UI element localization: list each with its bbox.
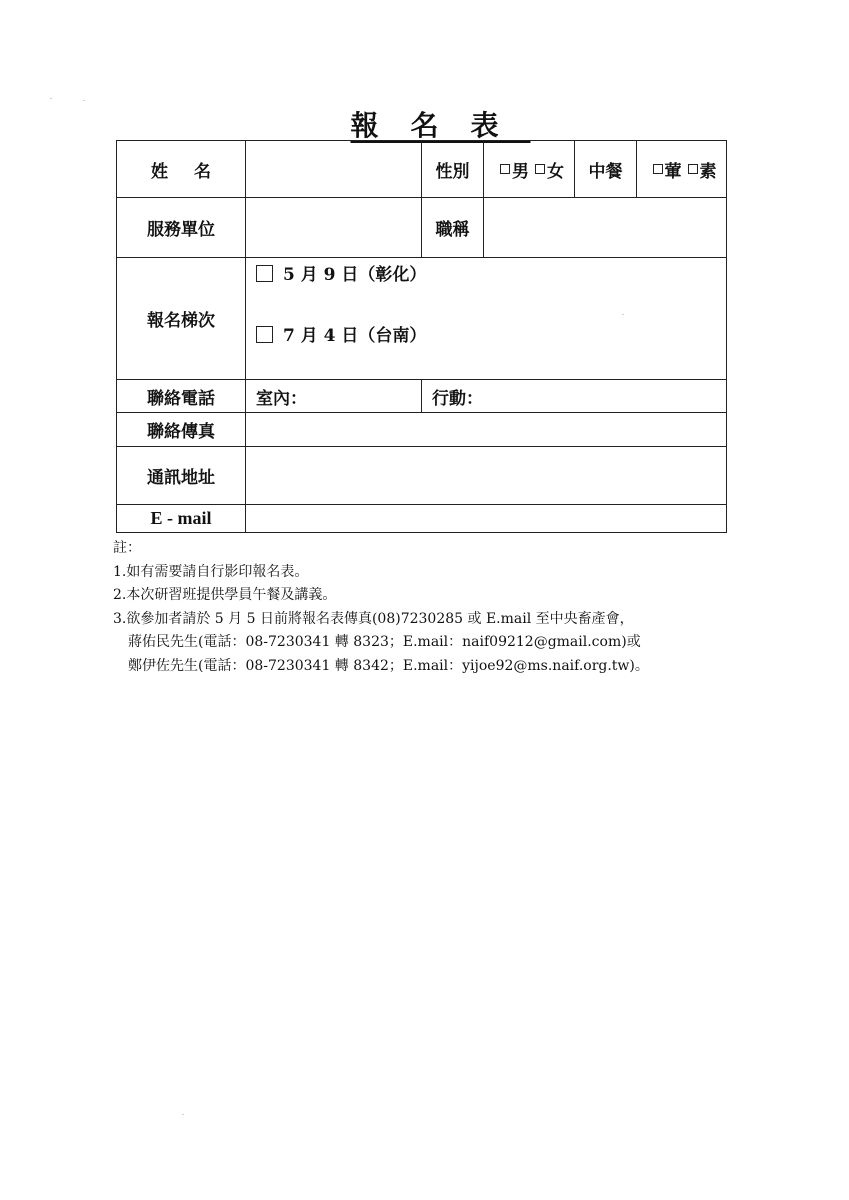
session-option-1[interactable]: 5 月 9 日（彰化） xyxy=(256,260,426,285)
phone-label: 聯絡電話 xyxy=(116,379,246,413)
session-1-checkbox[interactable] xyxy=(256,265,273,282)
session-option-2[interactable]: 7 月 4 日（台南） xyxy=(256,321,426,346)
session-label: 報名梯次 xyxy=(116,257,246,380)
fax-field[interactable] xyxy=(245,412,727,447)
unit-label: 服務單位 xyxy=(116,197,246,258)
veg-checkbox[interactable] xyxy=(688,164,698,174)
form-title: 報名表 xyxy=(350,109,531,142)
address-label: 通訊地址 xyxy=(116,446,246,505)
address-field[interactable] xyxy=(245,446,727,505)
session-options xyxy=(245,257,727,380)
office-phone-field[interactable] xyxy=(245,379,422,413)
email-field[interactable] xyxy=(245,504,727,533)
unit-field[interactable] xyxy=(245,197,422,258)
session-2-checkbox[interactable] xyxy=(256,326,273,343)
registration-form xyxy=(116,140,727,533)
email-label: E - mail xyxy=(116,504,246,533)
note-item-3: 3.欲參加者請於 5 月 5 日前將報名表傳真(08)7230285 或 E.mail 至中央畜產會， xyxy=(113,610,634,627)
position-label: 職稱 xyxy=(421,197,484,258)
meat-checkbox[interactable] xyxy=(653,164,663,174)
female-checkbox[interactable] xyxy=(535,164,545,174)
scan-speck: · xyxy=(182,1112,184,1119)
notes-heading: 註： xyxy=(113,540,141,556)
gender-options xyxy=(483,140,575,198)
mobile-phone-field[interactable] xyxy=(421,379,727,413)
notes xyxy=(113,537,649,678)
lunch-label: 中餐 xyxy=(574,140,637,198)
office-phone-label: 室內： xyxy=(256,388,307,409)
male-checkbox[interactable] xyxy=(500,164,510,174)
scan-speck: · xyxy=(83,98,85,105)
gender-label: 性別 xyxy=(421,140,484,198)
veg-label: 素 xyxy=(699,161,717,182)
note-item-1: 1.如有需要請自行影印報名表。 xyxy=(113,563,309,580)
scan-speck: · xyxy=(50,96,52,103)
lunch-options xyxy=(636,140,727,198)
meat-label: 葷 xyxy=(664,161,682,182)
mobile-phone-label: 行動： xyxy=(432,388,483,409)
male-label: 男 xyxy=(512,161,529,182)
name-field[interactable] xyxy=(245,140,422,198)
position-field[interactable] xyxy=(483,197,727,258)
fax-label: 聯絡傳真 xyxy=(116,412,246,447)
name-label: 姓名 xyxy=(116,140,246,198)
scan-speck: · xyxy=(622,312,624,319)
note-item-2: 2.本次研習班提供學員午餐及講義。 xyxy=(113,587,337,603)
female-label: 女 xyxy=(547,161,564,182)
contact-1: 蔣佑民先生(電話：08-7230341 轉 8323；E.mail：naif09212@gmail.com)或 xyxy=(128,634,641,650)
contact-2: 鄭伊佐先生(電話：08-7230341 轉 8342；E.mail：yijoe92@ms.naif.org.tw)。 xyxy=(128,657,649,674)
